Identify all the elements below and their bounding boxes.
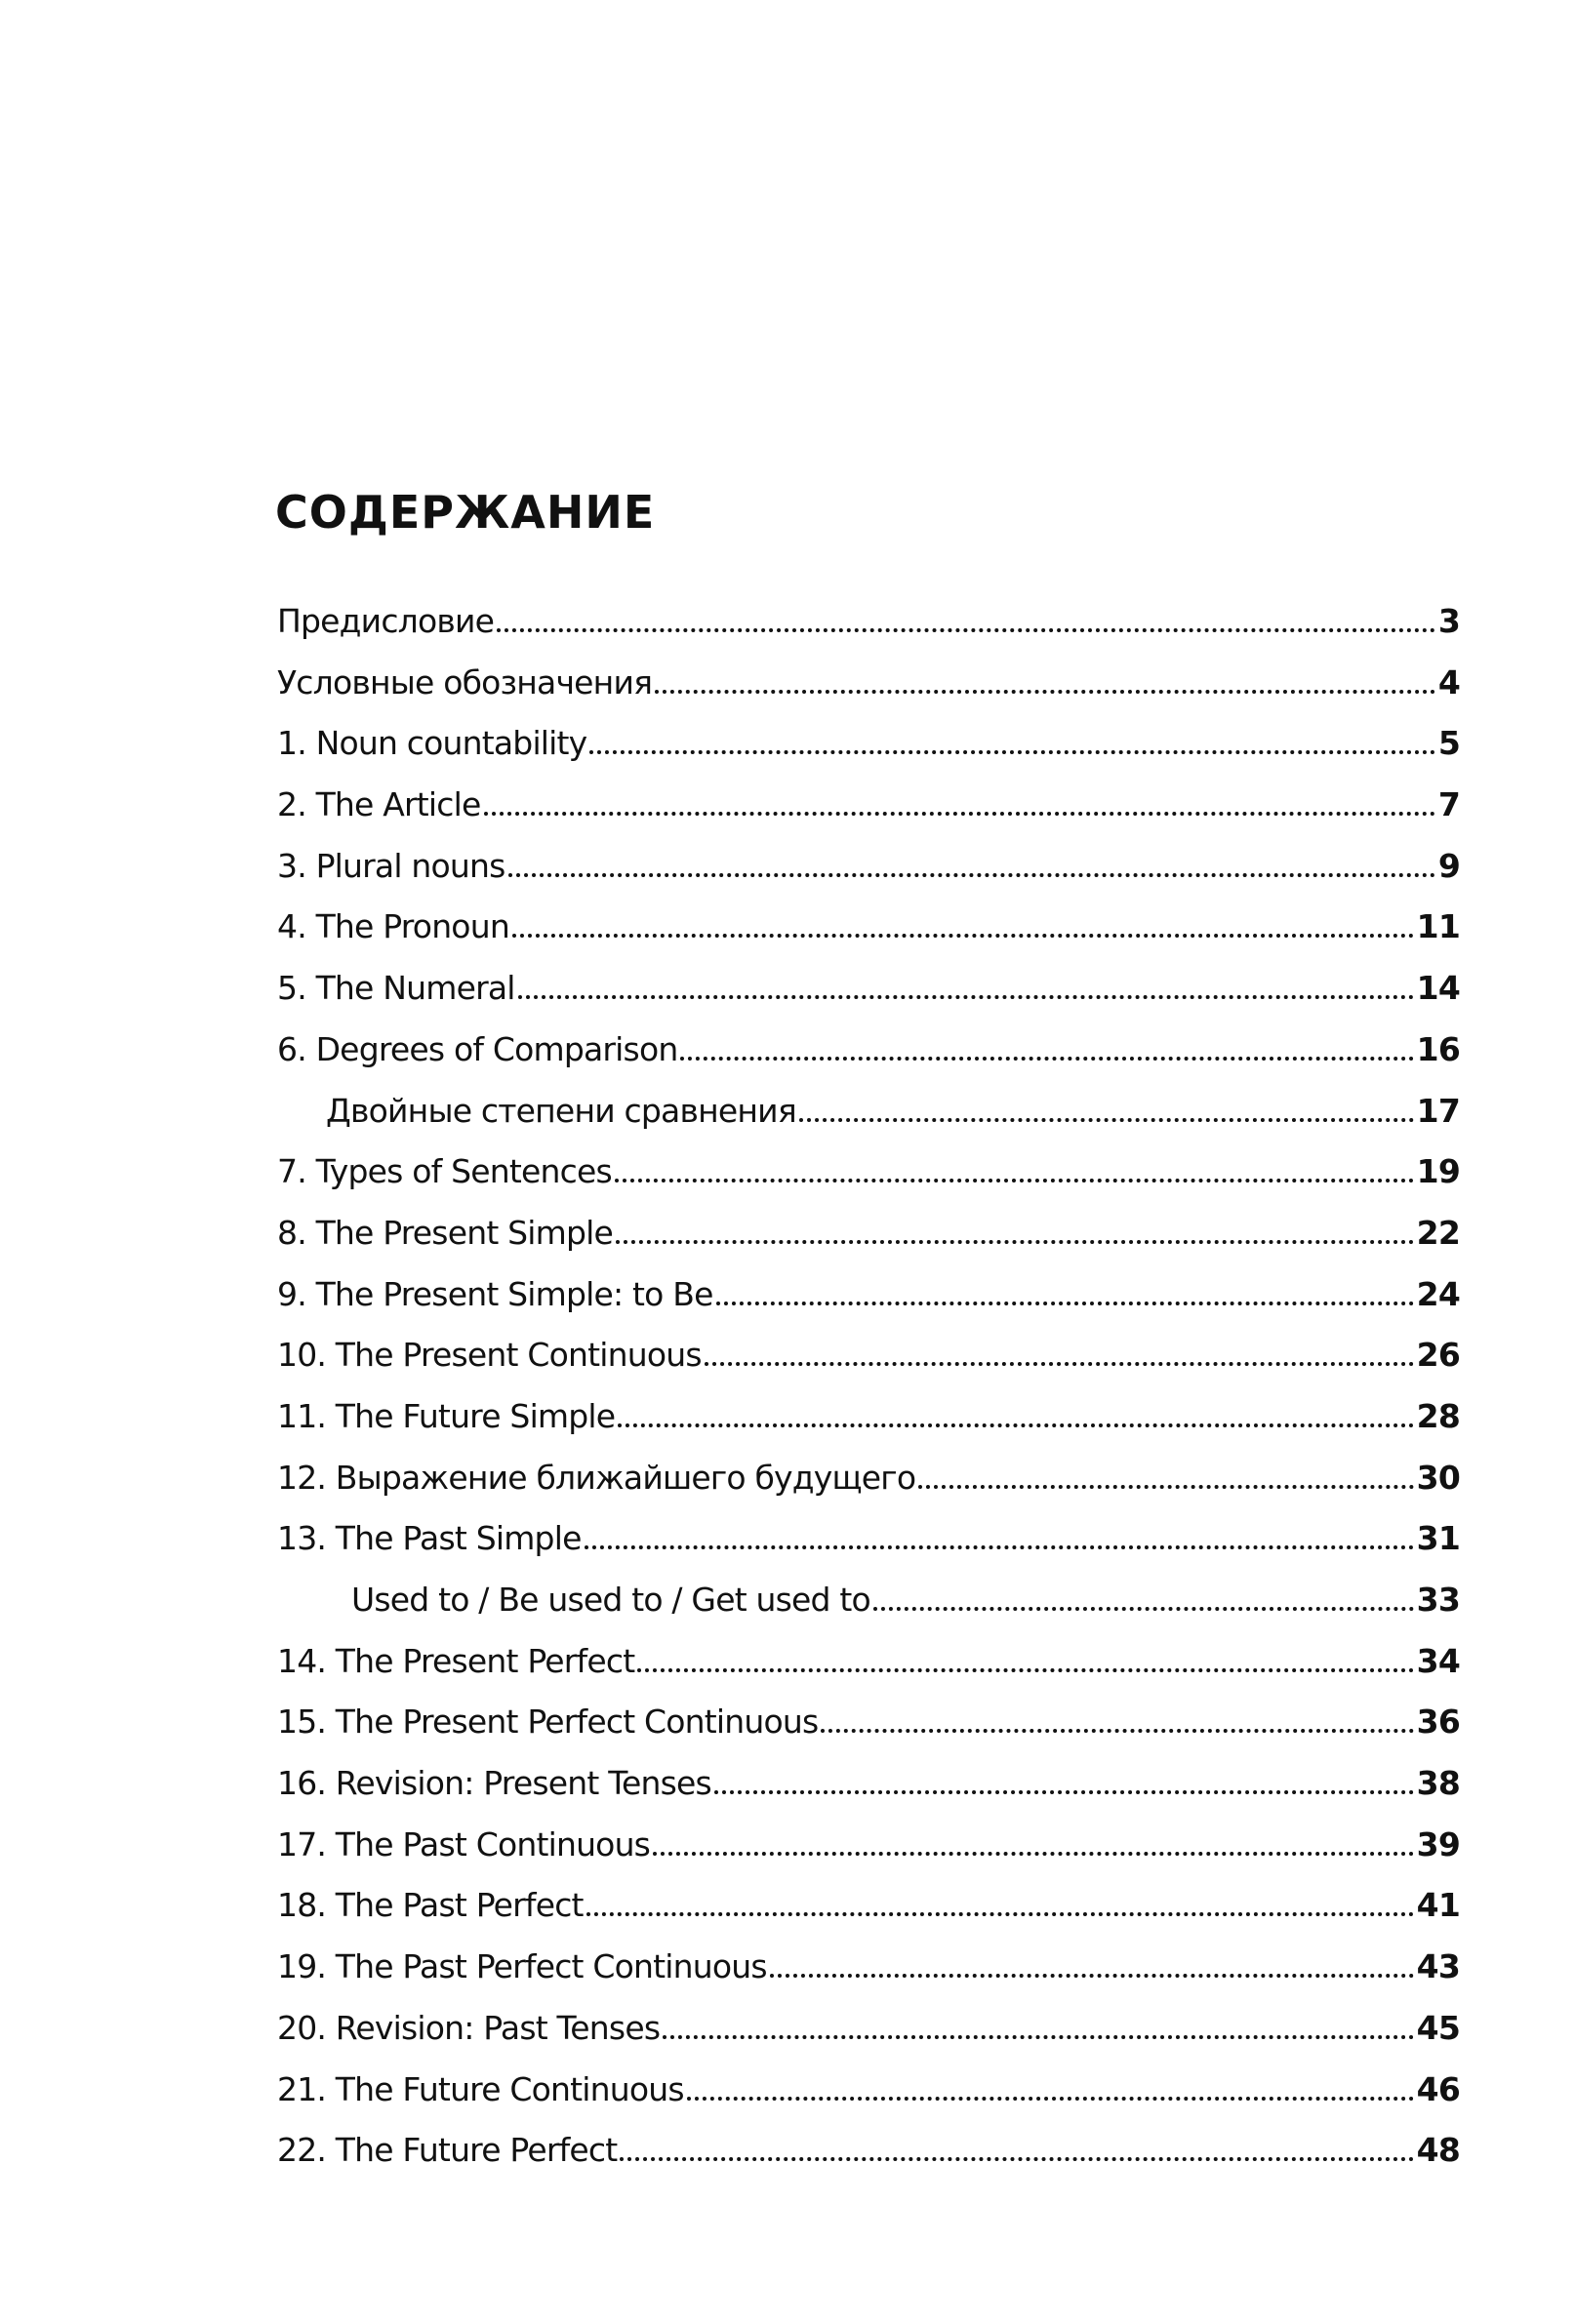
toc-entry[interactable] [277,1025,1460,1087]
dot-leader [637,1667,1413,1672]
toc-entry-label: 8. The Present Simple [277,1213,614,1252]
dot-leader [655,689,1435,694]
table-of-contents [277,597,1460,2187]
toc-entry-label: 9. The Present Simple: to Be [277,1274,713,1313]
dot-leader [508,872,1435,877]
dot-leader [918,1484,1413,1489]
toc-entry-label: Условные обозначения [277,662,653,701]
toc-entry-label: 3. Plural nouns [277,846,505,885]
toc-entry[interactable] [277,1759,1460,1821]
dot-leader [705,1361,1414,1366]
toc-entry-label: 21. The Future Continuous [277,2069,684,2108]
toc-entry[interactable] [277,1514,1460,1576]
toc-entry[interactable] [277,1147,1460,1209]
toc-entry-page: 3 [1437,602,1460,640]
toc-entry-page: 48 [1416,2131,1460,2170]
toc-entry[interactable] [277,1881,1460,1943]
toc-entry-page: 4 [1437,662,1460,701]
toc-entry-label: 19. The Past Perfect Continuous [277,1947,767,1986]
toc-entry[interactable] [277,1821,1460,1882]
dot-leader [618,1422,1413,1427]
toc-entry-label: 2. The Article [277,785,481,824]
toc-entry-page: 9 [1437,846,1460,885]
toc-entry-page: 28 [1416,1396,1460,1435]
toc-entry[interactable] [277,1454,1460,1515]
dot-leader [585,1544,1414,1549]
toc-entry[interactable] [277,964,1460,1025]
toc-entry[interactable] [277,1576,1460,1637]
dot-leader [616,1239,1414,1244]
dot-leader [821,1728,1413,1733]
dot-leader [716,1301,1414,1305]
toc-entry[interactable] [277,2004,1460,2065]
toc-entry-page: 46 [1416,2069,1460,2108]
toc-entry-page: 43 [1416,1947,1460,1986]
dot-leader [663,2034,1413,2039]
toc-entry-label: 20. Revision: Past Tenses [277,2008,661,2047]
toc-entry[interactable] [277,659,1460,720]
toc-entry[interactable] [277,1698,1460,1759]
toc-entry-label: 5. The Numeral [277,969,515,1008]
page-title: СОДЕРЖАНИЕ [275,486,656,539]
toc-entry-page: 34 [1416,1641,1460,1680]
dot-leader [687,2096,1414,2101]
toc-entry-label: 11. The Future Simple [277,1396,616,1435]
toc-entry-page: 39 [1416,1824,1460,1863]
toc-entry-label: 6. Degrees of Comparison [277,1029,678,1068]
toc-entry[interactable] [277,1943,1460,2004]
toc-entry[interactable] [277,719,1460,781]
dot-leader [620,2156,1413,2161]
toc-entry-page: 11 [1416,907,1460,946]
toc-entry[interactable] [277,2065,1460,2127]
dot-leader [497,627,1435,632]
toc-entry-page: 26 [1416,1336,1460,1375]
dot-leader [799,1117,1414,1122]
toc-entry-page: 31 [1416,1519,1460,1558]
toc-entry[interactable] [277,1637,1460,1699]
dot-leader [714,1789,1414,1794]
toc-entry-page: 5 [1437,724,1460,763]
toc-entry-label: 13. The Past Simple [277,1519,582,1558]
toc-entry-page: 36 [1416,1703,1460,1742]
toc-entry-page: 17 [1416,1091,1460,1130]
toc-entry-label: 17. The Past Continuous [277,1824,651,1863]
toc-entry-page: 22 [1416,1213,1460,1252]
dot-leader [586,1911,1414,1916]
toc-entry[interactable] [277,902,1460,964]
toc-entry[interactable] [277,2126,1460,2187]
toc-entry[interactable] [277,842,1460,903]
toc-entry[interactable] [277,1270,1460,1332]
dot-leader [484,811,1435,816]
toc-entry-page: 16 [1416,1029,1460,1068]
toc-entry[interactable] [277,1331,1460,1392]
toc-entry-page: 45 [1416,2008,1460,2047]
dot-leader [518,994,1414,999]
toc-entry-page: 33 [1416,1581,1460,1619]
toc-entry-label: 10. The Present Continuous [277,1336,702,1375]
dot-leader [512,933,1414,938]
toc-entry-label: Двойные степени сравнения [326,1091,796,1130]
toc-entry-label: 18. The Past Perfect [277,1886,584,1925]
toc-entry-label: 22. The Future Perfect [277,2131,618,2170]
toc-entry-page: 24 [1416,1274,1460,1313]
toc-entry-page: 14 [1416,969,1460,1008]
toc-entry-label: 1. Noun countability [277,724,587,763]
toc-entry[interactable] [277,597,1460,659]
toc-entry-label: Used to / Be used to / Get used to [351,1581,870,1619]
toc-entry-label: 16. Revision: Present Tenses [277,1764,711,1803]
toc-entry[interactable] [277,1392,1460,1454]
toc-entry-page: 7 [1437,785,1460,824]
toc-entry-page: 19 [1416,1152,1460,1191]
dot-leader [873,1606,1414,1611]
toc-entry-label: 4. The Pronoun [277,907,509,946]
dot-leader [680,1056,1413,1061]
toc-entry-label: 7. Types of Sentences [277,1152,612,1191]
dot-leader [615,1178,1414,1182]
toc-entry-label: Предисловие [277,602,495,640]
toc-entry-page: 38 [1416,1764,1460,1803]
toc-entry-label: 12. Выражение ближайшего будущего [277,1458,916,1497]
toc-entry-label: 15. The Present Perfect Continuous [277,1703,819,1742]
toc-entry[interactable] [277,781,1460,842]
toc-entry[interactable] [277,1087,1460,1148]
toc-entry[interactable] [277,1209,1460,1270]
toc-entry-page: 41 [1416,1886,1460,1925]
toc-entry-label: 14. The Present Perfect [277,1641,635,1680]
dot-leader [770,1973,1414,1978]
dot-leader [589,749,1434,754]
toc-entry-page: 30 [1416,1458,1460,1497]
dot-leader [653,1851,1414,1856]
